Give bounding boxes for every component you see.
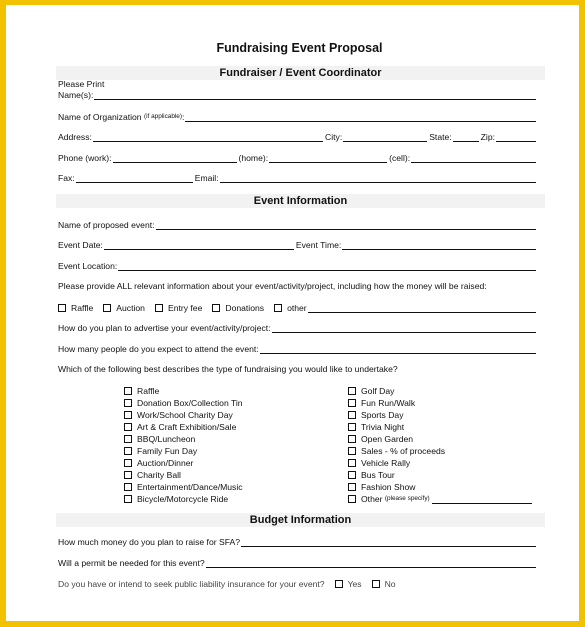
permit-row: Will a permit be needed for this event? — [58, 557, 538, 569]
method-auction[interactable]: Auction — [103, 302, 145, 314]
event-location-row: Event Location: — [58, 260, 538, 272]
event-name-field[interactable] — [156, 220, 537, 230]
section-coordinator: Fundraiser / Event Coordinator — [56, 66, 545, 80]
attend-field[interactable] — [260, 344, 536, 354]
describe-row: Please provide ALL relevant information about your event/activity/project, including how the money will be raised: — [58, 281, 487, 291]
event-location-field[interactable] — [118, 261, 536, 271]
checkbox-icon[interactable] — [348, 471, 356, 479]
type-open-garden[interactable]: Open Garden — [348, 433, 532, 445]
checkbox-icon[interactable] — [348, 399, 356, 407]
names-field[interactable] — [94, 90, 536, 100]
method-raffle[interactable]: Raffle — [58, 302, 93, 314]
checkbox-icon[interactable] — [58, 304, 66, 312]
organization-row: Name of Organization (if applicable) : — [58, 111, 538, 123]
checkbox-icon[interactable] — [348, 447, 356, 455]
types-right-column — [348, 385, 532, 505]
form-page — [52, 5, 547, 621]
checkbox-icon[interactable] — [348, 495, 356, 503]
section-budget: Budget Information — [56, 513, 545, 527]
type-art-craft[interactable]: Art & Craft Exhibition/Sale — [124, 421, 243, 433]
city-field[interactable] — [343, 132, 427, 142]
insurance-yes[interactable]: Yes — [335, 578, 362, 590]
type-bus-tour[interactable]: Bus Tour — [348, 469, 532, 481]
address-row: Address: City: State: Zip: — [58, 131, 538, 143]
methods-row — [58, 302, 538, 314]
type-fashion-show[interactable]: Fashion Show — [348, 481, 532, 493]
fax-email-row: Fax: Email: — [58, 172, 538, 184]
type-raffle[interactable]: Raffle — [124, 385, 243, 397]
checkbox-icon[interactable] — [124, 447, 132, 455]
checkbox-icon[interactable] — [348, 423, 356, 431]
type-golf-day[interactable]: Golf Day — [348, 385, 532, 397]
phone-cell-field[interactable] — [411, 153, 536, 163]
checkbox-icon[interactable] — [335, 580, 343, 588]
checkbox-icon[interactable] — [212, 304, 220, 312]
checkbox-icon[interactable] — [124, 399, 132, 407]
type-other[interactable]: Other (please specify) — [348, 493, 532, 505]
event-time-field[interactable] — [342, 240, 536, 250]
phone-work-field[interactable] — [113, 153, 237, 163]
checkbox-icon[interactable] — [103, 304, 111, 312]
state-field[interactable] — [453, 132, 479, 142]
checkbox-icon[interactable] — [155, 304, 163, 312]
checkbox-icon[interactable] — [348, 387, 356, 395]
event-date-row: Event Date: Event Time: — [58, 239, 538, 251]
raise-field[interactable] — [241, 537, 536, 547]
type-entertainment[interactable]: Entertainment/Dance/Music — [124, 481, 243, 493]
checkbox-icon[interactable] — [124, 495, 132, 503]
checkbox-icon[interactable] — [348, 483, 356, 491]
event-name-row: Name of proposed event: — [58, 219, 538, 231]
checkbox-icon[interactable] — [124, 435, 132, 443]
advertise-field[interactable] — [272, 323, 536, 333]
raise-row: How much money do you plan to raise for SFA? — [58, 536, 538, 548]
fax-field[interactable] — [76, 173, 193, 183]
checkbox-icon[interactable] — [124, 471, 132, 479]
type-question-row: Which of the following best describes the type of fundraising you would like to undertake? — [58, 364, 398, 374]
type-charity-ball[interactable]: Charity Ball — [124, 469, 243, 481]
type-donation-box[interactable]: Donation Box/Collection Tin — [124, 397, 243, 409]
method-donations[interactable]: Donations — [212, 302, 264, 314]
checkbox-icon[interactable] — [124, 483, 132, 491]
phone-row: Phone (work): (home): (cell): — [58, 152, 538, 164]
type-ride[interactable]: Bicycle/Motorcycle Ride — [124, 493, 243, 505]
method-other[interactable]: other — [274, 302, 307, 314]
type-family-fun-day[interactable]: Family Fun Day — [124, 445, 243, 457]
checkbox-icon[interactable] — [372, 580, 380, 588]
email-field[interactable] — [220, 173, 536, 183]
zip-field[interactable] — [496, 132, 536, 142]
type-auction-dinner[interactable]: Auction/Dinner — [124, 457, 243, 469]
type-other-field[interactable] — [432, 495, 532, 504]
method-other-field[interactable] — [308, 303, 536, 313]
section-event: Event Information — [56, 194, 545, 208]
checkbox-icon[interactable] — [274, 304, 282, 312]
names-row: Name(s): — [58, 89, 538, 101]
please-print-label: Please Print — [58, 79, 105, 89]
types-left-column — [124, 385, 243, 505]
checkbox-icon[interactable] — [124, 459, 132, 467]
page-title: Fundraising Event Proposal — [216, 41, 383, 55]
advertise-row: How do you plan to advertise your event/activity/project: — [58, 322, 538, 334]
insurance-row: Do you have or intend to seek public liability insurance for your event? Yes No — [58, 579, 396, 589]
type-vehicle-rally[interactable]: Vehicle Rally — [348, 457, 532, 469]
checkbox-icon[interactable] — [348, 411, 356, 419]
attend-row: How many people do you expect to attend the event: — [58, 343, 538, 355]
phone-home-field[interactable] — [269, 153, 387, 163]
type-fun-run[interactable]: Fun Run/Walk — [348, 397, 532, 409]
checkbox-icon[interactable] — [348, 459, 356, 467]
type-trivia-night[interactable]: Trivia Night — [348, 421, 532, 433]
type-sales[interactable]: Sales - % of proceeds — [348, 445, 532, 457]
checkbox-icon[interactable] — [124, 411, 132, 419]
type-sports-day[interactable]: Sports Day — [348, 409, 532, 421]
checkbox-icon[interactable] — [348, 435, 356, 443]
checkbox-icon[interactable] — [124, 423, 132, 431]
organization-field[interactable] — [185, 112, 536, 122]
insurance-no[interactable]: No — [372, 578, 396, 590]
type-charity-day[interactable]: Work/School Charity Day — [124, 409, 243, 421]
event-date-field[interactable] — [104, 240, 294, 250]
type-bbq[interactable]: BBQ/Luncheon — [124, 433, 243, 445]
method-entry-fee[interactable]: Entry fee — [155, 302, 202, 314]
address-field[interactable] — [93, 132, 323, 142]
permit-field[interactable] — [206, 558, 536, 568]
checkbox-icon[interactable] — [124, 387, 132, 395]
